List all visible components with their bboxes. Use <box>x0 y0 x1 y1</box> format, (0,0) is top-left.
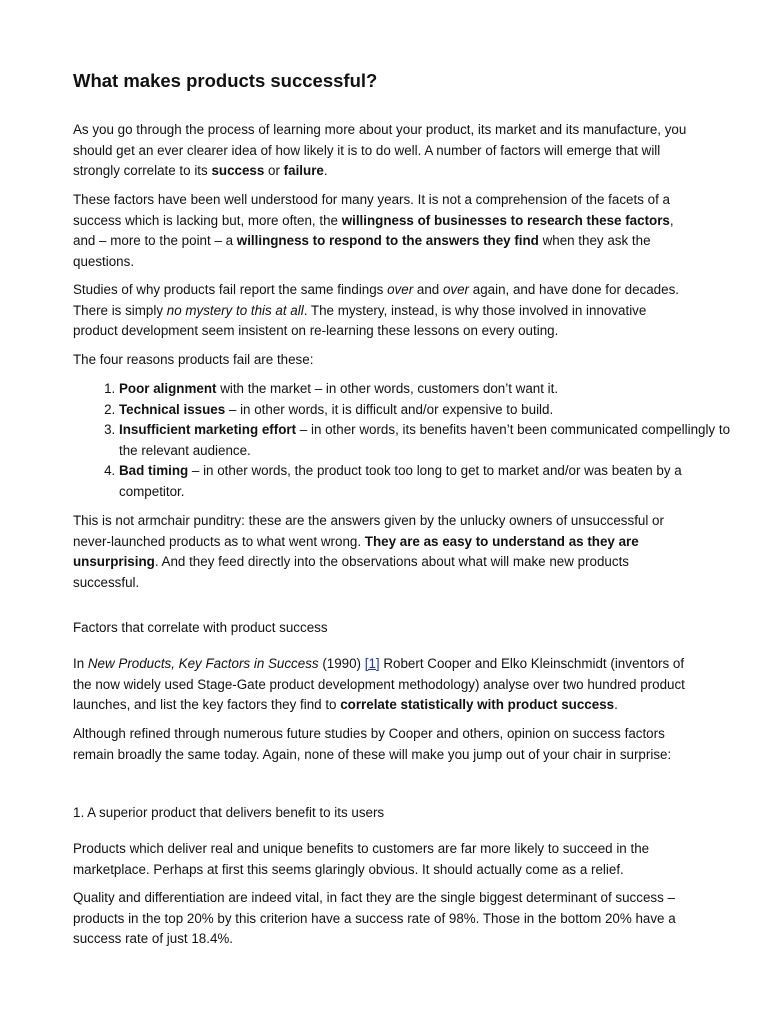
reasons-list <box>73 379 739 502</box>
factors-text-3: when they ask the questions. <box>73 233 651 269</box>
page-title: What makes products successful? <box>73 70 378 91</box>
cooper-bold: correlate statistically with product success <box>340 697 615 712</box>
studies-italic-1: over <box>387 282 414 297</box>
intro-success-bold: success <box>211 163 265 178</box>
armchair-text-1: This is not armchair punditry: these are the answers given by the unlucky owners of unsuccessful or never-launched products as to what went wrong. <box>73 513 664 549</box>
quality-paragraph: Quality and differentiation are indeed vital, in fact they are the single biggest determinant of success – products in the top 20% by this criterion have a success rate of 98%. Those in the bottom 20% have a success rate of just 18.4%. <box>73 890 676 946</box>
factors-text-2: , and – more to the point – a <box>73 212 674 248</box>
studies-italic-3: no mystery to this at all <box>166 302 304 318</box>
studies-italic-2: over <box>442 282 470 297</box>
studies-text-3: again, and have done for decades. There is simply <box>73 282 679 318</box>
list-item <box>119 420 739 461</box>
footnote-link[interactable]: [1] <box>364 656 380 671</box>
studies-text-4: . The mystery, instead, is why those involved in innovative product development seem insistent on re-learning these lessons on every outing. <box>73 302 647 338</box>
section-heading: Factors that correlate with product success <box>73 620 328 635</box>
reason-1-text: with the market – in other words, customers don’t want it. <box>216 381 559 396</box>
subheading-superior-product: 1. A superior product that delivers benefit to its users <box>73 805 385 820</box>
cooper-book-title: New Products, Key Factors in Success <box>87 656 319 671</box>
list-item <box>119 461 739 502</box>
studies-text-2: and <box>413 282 443 297</box>
reason-4-bold: Bad timing <box>119 463 189 478</box>
cooper-text-1: In <box>73 656 88 671</box>
reason-1-bold: Poor alignment <box>119 381 217 396</box>
benefit-paragraph: Products which deliver real and unique benefits to customers are far more likely to succeed in the marketplace. Perhaps at first this seems glaringly obvious. It should actually come as a relief. <box>73 841 650 877</box>
armchair-text-2: . And they feed directly into the observations about what will make new products successful. <box>73 554 629 590</box>
intro-or: or <box>264 163 284 178</box>
cooper-text-2: (1990) <box>318 656 365 671</box>
intro-end: . <box>323 163 328 178</box>
factors-bold-1: willingness of businesses to research these factors <box>341 212 670 228</box>
armchair-bold: They are as easy to understand as they are unsurprising <box>73 533 639 569</box>
list-item <box>119 379 739 400</box>
intro-text: As you go through the process of learning more about your product, its market and its manufacture, you should get an ever clearer idea of how likely it is to do well. A number of factors will emerge that will strongly correlate to its <box>73 122 687 178</box>
reason-2-bold: Technical issues <box>119 401 226 417</box>
armchair-paragraph <box>73 511 693 593</box>
factors-text-1: These factors have been well understood for many years. It is not a comprehension of the facets of a success which is lacking but, more often, the <box>73 192 670 228</box>
reasons-intro: The four reasons products fail are these: <box>73 352 314 367</box>
intro-failure-bold: failure <box>283 163 324 178</box>
cooper-text-4: . <box>614 697 618 712</box>
refined-paragraph: Although refined through numerous future studies by Cooper and others, opinion on success factors remain broadly the same today. Again, none of these will make you jump out of your chair in surprise: <box>73 726 672 762</box>
list-item <box>119 400 739 421</box>
factors-bold-2: willingness to respond to the answers they find <box>236 233 539 248</box>
studies-text-1: Studies of why products fail report the same findings <box>73 282 388 297</box>
reason-3-text: – in other words, its benefits haven’t been communicated compellingly to the relevant audience. <box>119 422 731 458</box>
reason-4-text: – in other words, the product took too long to get to market and/or was beaten by a competitor. <box>119 463 682 499</box>
reason-3-bold: Insufficient marketing effort <box>119 422 297 437</box>
cooper-text-3: Robert Cooper and Elko Kleinschmidt (inventors of the now widely used Stage-Gate product development methodology) analyse over two hundred product launches, and list the key factors they find to <box>73 656 685 712</box>
studies-paragraph <box>73 280 693 342</box>
factors-paragraph <box>73 190 693 272</box>
intro-paragraph <box>73 120 693 182</box>
reason-2-text: – in other words, it is difficult and/or expensive to build. <box>225 401 554 417</box>
cooper-paragraph <box>73 654 693 716</box>
